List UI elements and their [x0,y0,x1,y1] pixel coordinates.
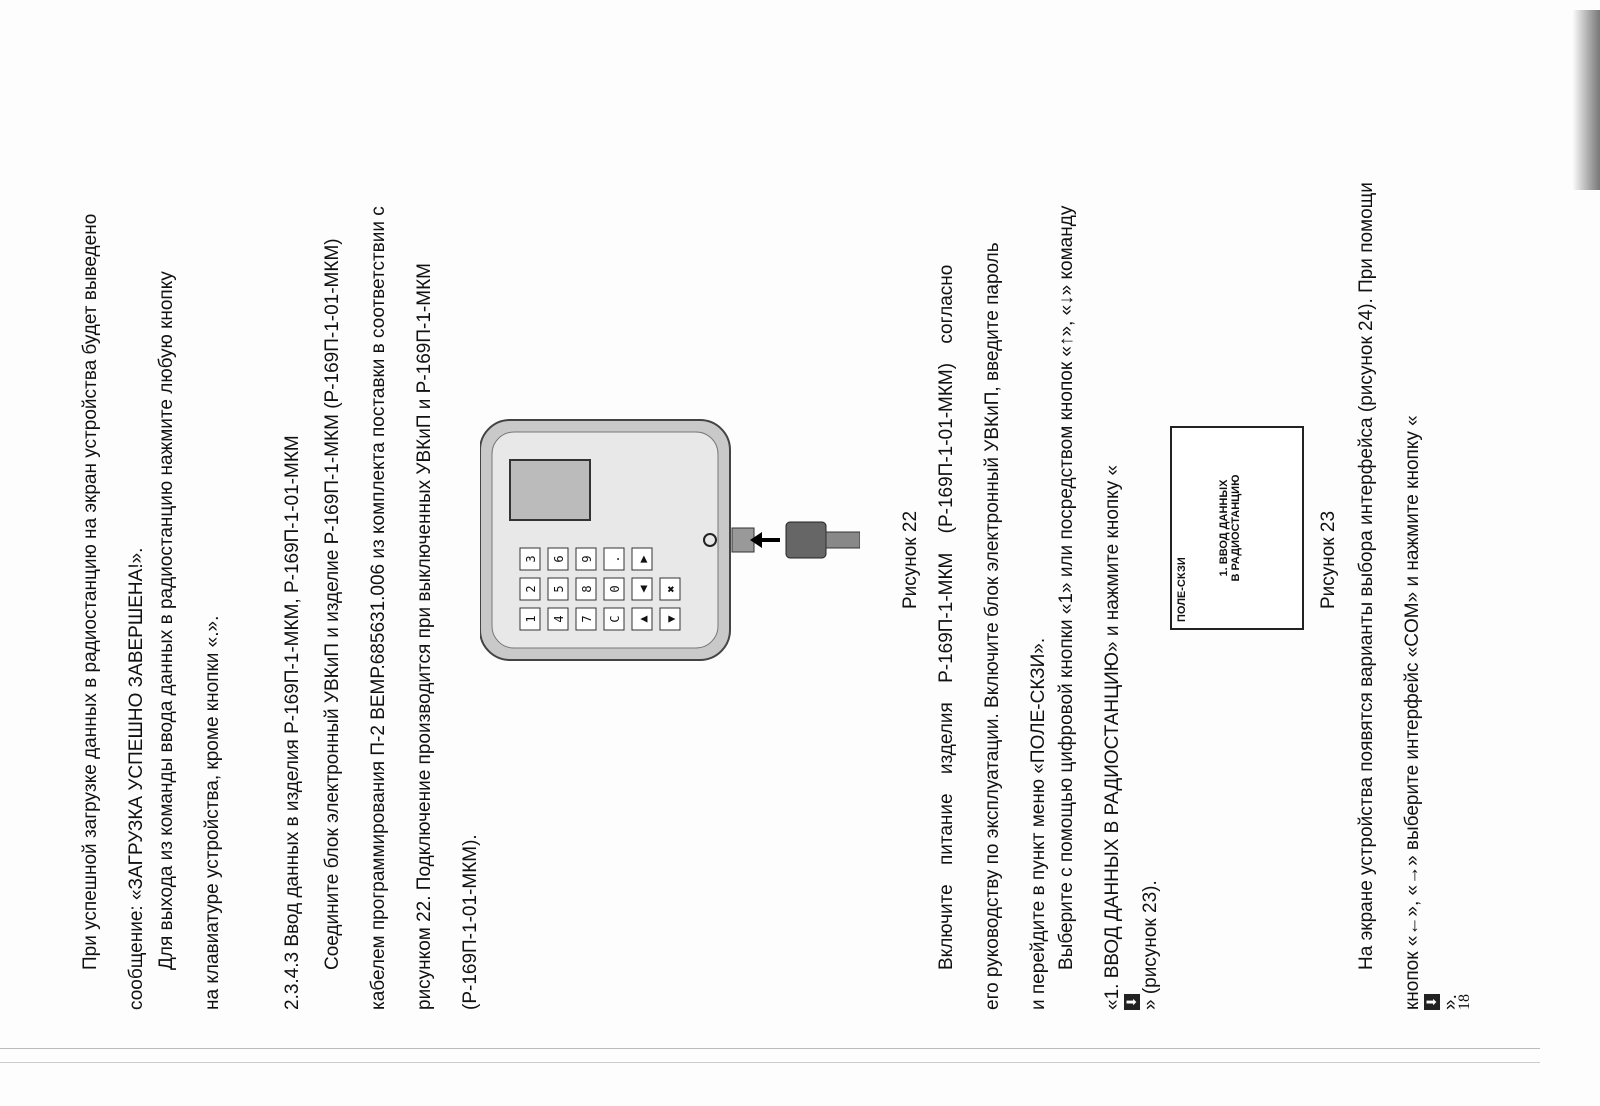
text-line: рисунком 22. Подключение производится при выключенных УВКиП и Р-169П-1-МКМ [414,263,435,1010]
figure-22-device [480,410,860,670]
scan-line [0,1062,1540,1063]
text-line: кабелем программирования П-2 ВЕМР.685631.006 из комплекта поставки в соответствии с [368,206,389,1010]
keypad-key-label: C [608,615,622,623]
keypad-key-label: 1 [524,615,538,623]
keypad-key-label: 7 [580,615,594,623]
text-line: на клавиатуре устройства, кроме кнопки «.». [202,615,223,1010]
keypad-key-label: 0 [608,585,622,593]
keypad-key-label: . [608,555,622,563]
keypad-key-label: 8 [580,585,594,593]
enter-key-icon: ⬇ [1424,994,1440,1010]
text-line: и перейдите в пункт меню «ПОЛЕ-СКЗИ». [1028,637,1049,1010]
text-line: На экране устройства появятся варианты выбора интерфейса (рисунок 24). При помощи [1356,182,1377,970]
keypad-key-label: 3 [524,555,538,563]
paragraph-load-success [80,110,148,1010]
figure-23-screen [1170,426,1304,630]
text-line: При успешной загрузке данных в радиостанцию на экран устройства будет выведено [80,213,101,970]
text-line: Выберите с помощью цифровой кнопки «1» или посредством кнопок «↑», «↓» команду [1056,205,1077,970]
text-line: Соедините блок электронный УВКиП и изделие Р-169П-1-МКМ (Р-169П-1-01-МКМ) [322,238,343,970]
text-line: кнопок «←», «→» выберите интерфейс «COM» и нажмите кнопку « ⬇ ». [1402,415,1461,1010]
keypad-key-label: ▲ [636,615,650,623]
device-illustration [480,410,860,670]
keypad-key-label: ▼ [664,615,678,623]
screen-title: ПОЛЕ-СКЗИ [1176,557,1188,622]
text-line: «1. ВВОД ДАННЫХ В РАДИОСТАНЦИЮ» и нажмите кнопку « ⬇ » (рисунок 23). [1102,464,1161,1010]
screen-menu-item: 1. ВВОД ДАННЫХ В РАДИОСТАНЦИЮ [1218,474,1242,582]
text-line: Для выхода из команды ввода данных в радиостанцию нажмите любую кнопку [156,271,177,970]
section-heading: 2.3.4.3 Ввод данных в изделия Р-169П-1-МКМ, Р-169П-1-01-МКМ [282,435,303,1010]
text-line: (Р-169П-1-01-МКМ). [460,834,481,1010]
keypad-key-label: ✖ [664,585,678,593]
rotated-content [60,50,1500,1010]
paragraph-power-on [936,110,1050,1010]
text-line: сообщение: «ЗАГРУЗКА УСПЕШНО ЗАВЕРШЕНА!». [126,547,147,1010]
keypad-key-label: 4 [552,615,566,623]
text-line: Включите питание изделия Р-169П-1-МКМ (Р-169П-1-01-МКМ) согласно [936,264,957,970]
keypad-key-label: 2 [524,585,538,593]
keypad-key-label: 5 [552,585,566,593]
figure-22-caption: Рисунок 22 [900,510,921,610]
paragraph-exit-command [156,110,224,1010]
keypad-key-label: 9 [580,555,594,563]
keypad-key-label: ◀ [636,585,650,593]
paragraph-interface-select [1356,110,1462,1010]
figure-23-caption: Рисунок 23 [1318,510,1339,610]
text-line: его руководству по эксплуатации. Включите блок электронный УВКиП, введите пароль [982,242,1003,1010]
enter-key-icon: ⬇ [1124,994,1140,1010]
scan-edge-shadow [1572,10,1600,190]
scan-line [0,1048,1540,1049]
paragraph-select-command [1056,110,1162,1010]
page-number: 18 [1456,994,1473,1010]
keypad-key-label: ▶ [636,555,650,563]
keypad-key-label: 6 [552,555,566,563]
paragraph-connect [322,110,482,1010]
